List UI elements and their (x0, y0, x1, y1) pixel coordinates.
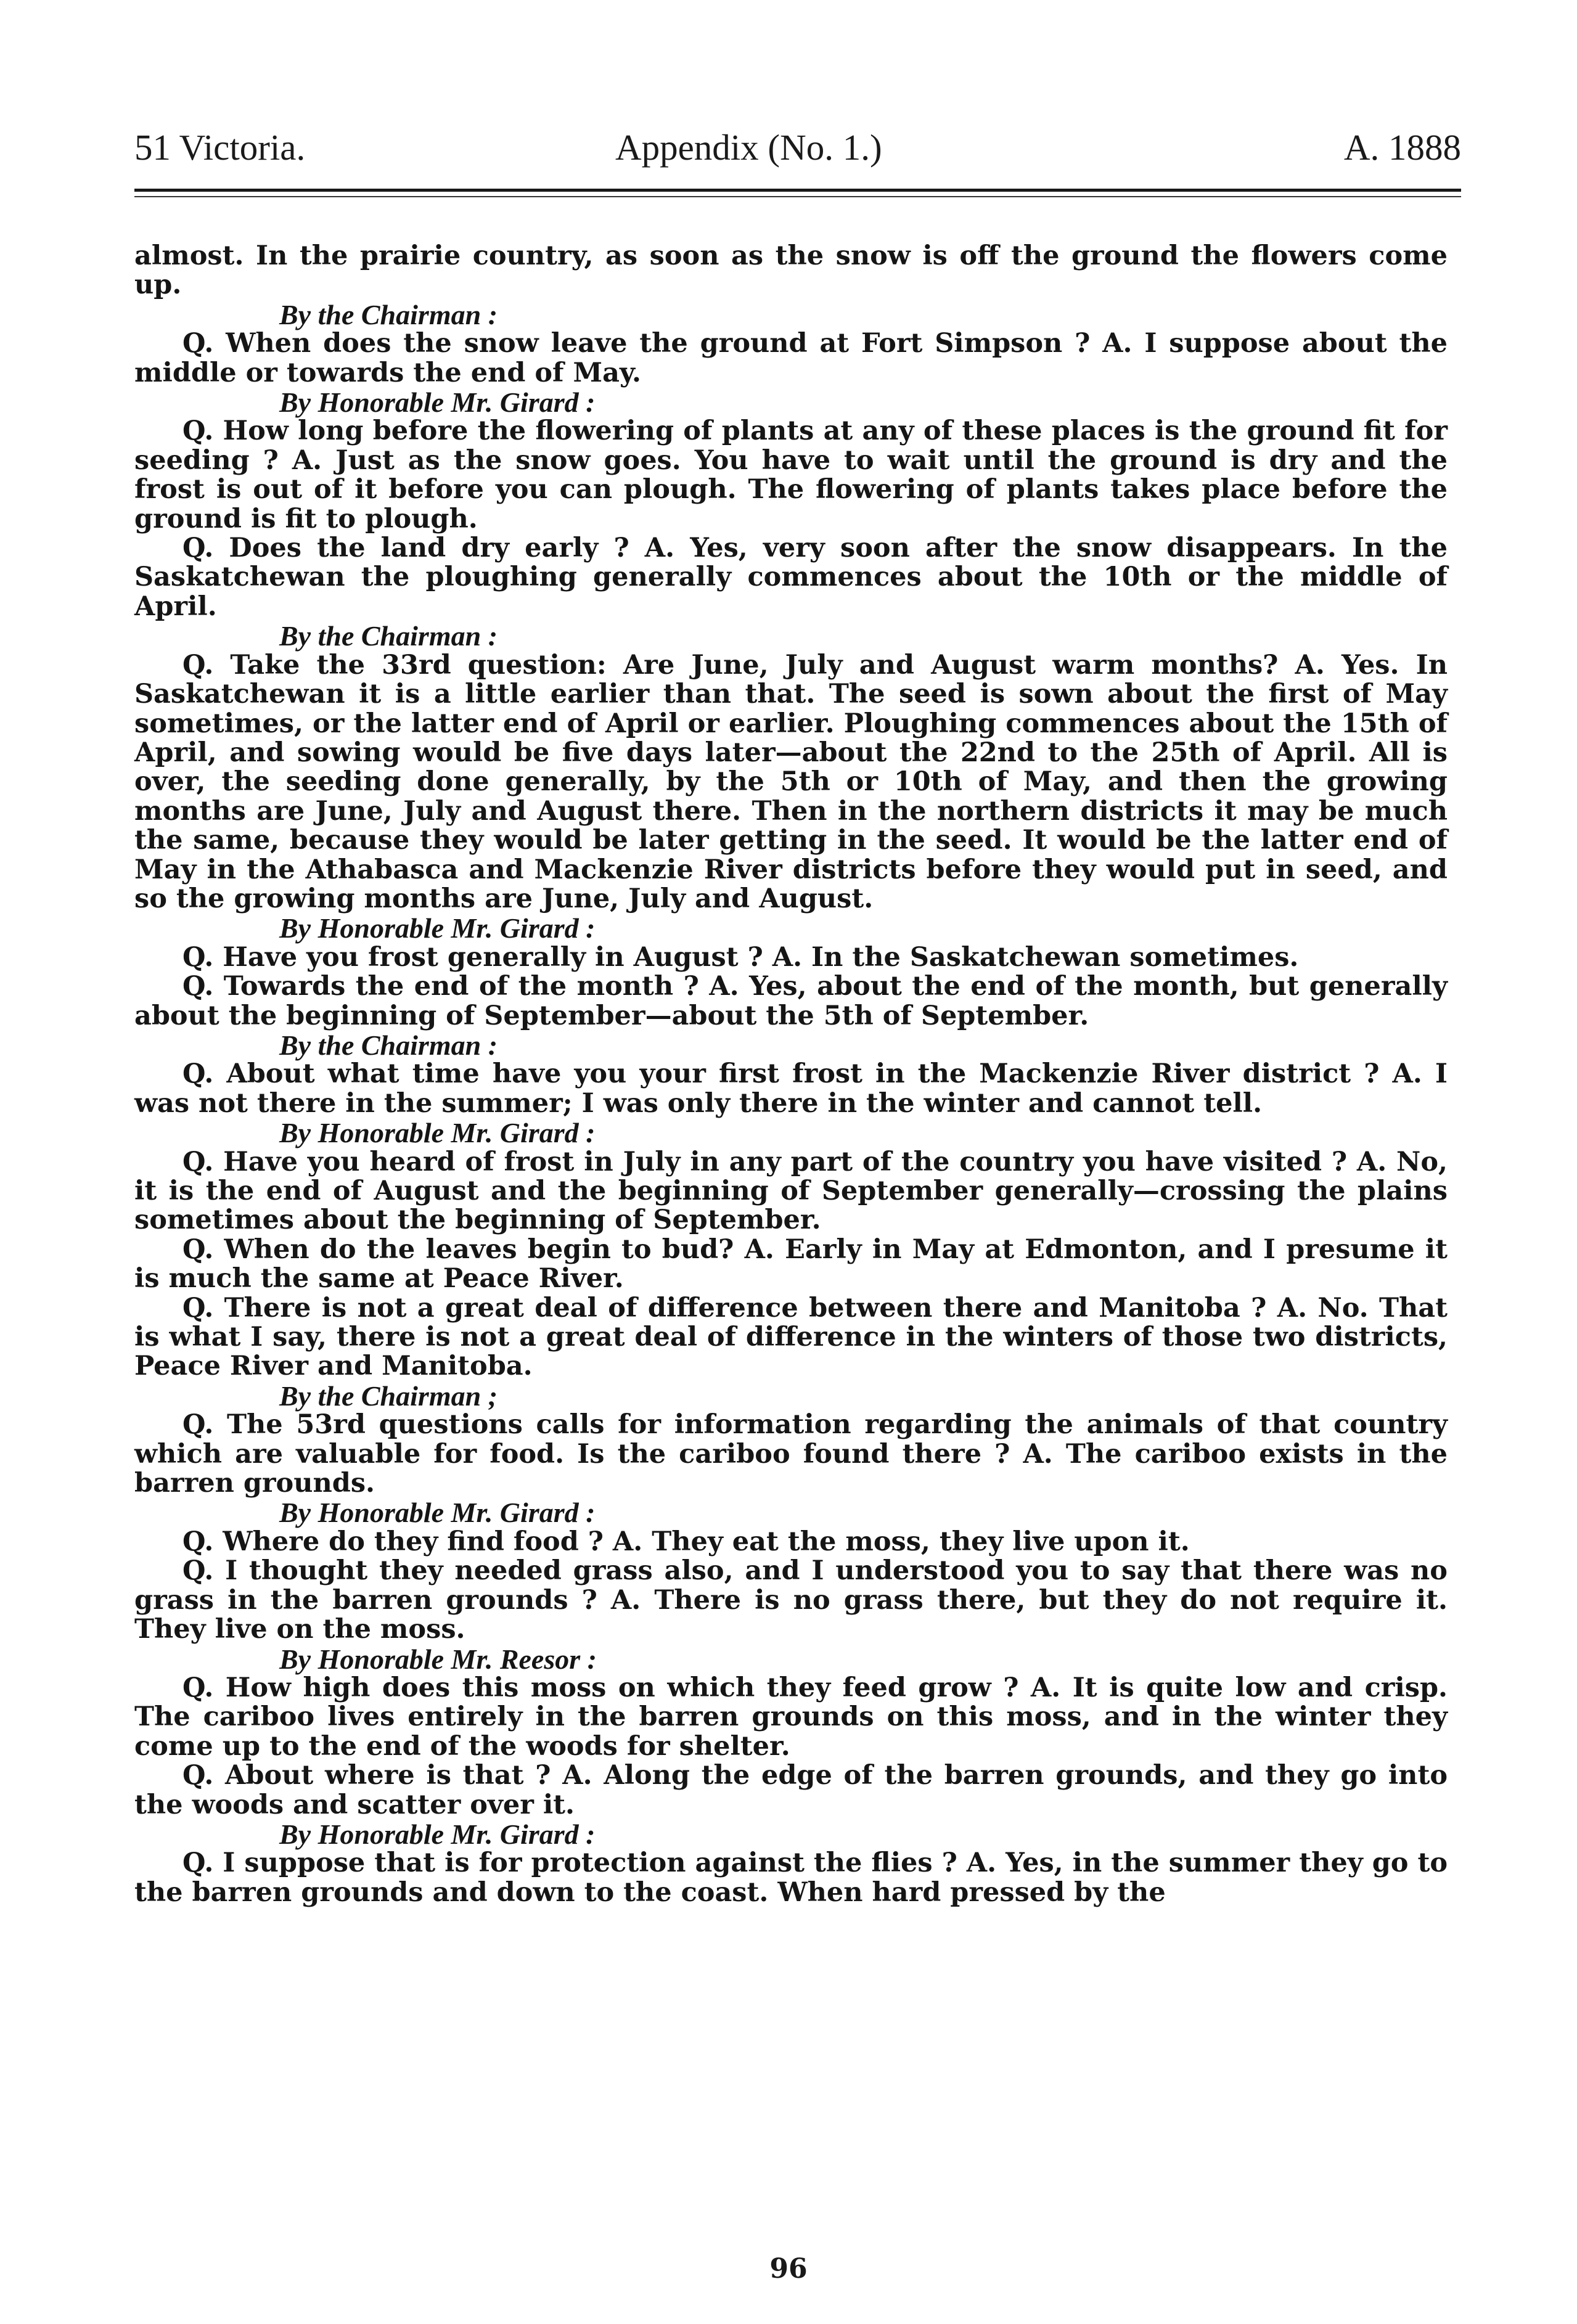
question-answer-paragraph: Q. Where do they find food ? A. They eat the moss, they live upon it. (182, 1526, 1190, 1557)
header-appendix: Appendix (No. 1.) (615, 127, 882, 168)
speaker-heading: By Honorable Mr. Girard : (279, 1117, 596, 1149)
question-answer-paragraph: Q. How long before the flowering of plants at any of these places is the ground fit for seeding ? A. Just as the snow goes. You have to wait until the ground is dry and the frost is out of it before you can plough. The flowering of plants takes place before the ground is fit to plough. (134, 415, 1448, 534)
question-answer-paragraph: Q. There is not a great deal of difference between there and Manitoba ? A. No. That is what I say, there is not a great deal of difference in the winters of those two districts, Peace River and Manitoba. (134, 1292, 1448, 1382)
question-answer-paragraph: Q. When do the leaves begin to bud? A. Early in May at Edmonton, and I presume it is much the same at Peace River. (134, 1234, 1448, 1295)
header-rule-thin (134, 196, 1461, 197)
question-answer-paragraph: Q. When does the snow leave the ground at Fort Simpson ? A. I suppose about the middle or towards the end of May. (134, 328, 1448, 388)
header-year: A. 1888 (1343, 127, 1461, 168)
header-rule-thick (134, 189, 1461, 192)
speaker-heading: By the Chairman : (279, 298, 498, 330)
speaker-heading: By the Chairman ; (279, 1380, 498, 1412)
speaker-heading: By Honorable Mr. Girard : (279, 387, 596, 419)
testimony-body (134, 242, 1448, 1907)
page-header (134, 126, 1461, 176)
question-answer-paragraph: Q. About where is that ? A. Along the edge of the barren grounds, and they go into the woods and scatter over it. (134, 1760, 1448, 1820)
question-answer-paragraph: Q. I thought they needed grass also, and I understood you to say that there was no grass in the barren grounds ? A. There is no grass there, but they do not require it. They live on the moss. (134, 1555, 1448, 1645)
speaker-heading: By Honorable Mr. Girard : (279, 912, 596, 944)
speaker-heading: By the Chairman : (279, 620, 498, 652)
speaker-heading: By Honorable Mr. Reesor : (279, 1643, 597, 1675)
question-answer-paragraph: Q. How high does this moss on which they feed grow ? A. It is quite low and crisp. The cariboo lives entirely in the barren grounds on this moss, and in the winter they come up to the end of the woods for shelter. (134, 1672, 1448, 1762)
continued-paragraph: almost. In the prairie country, as soon as the snow is off the ground the flowers come up. (134, 240, 1448, 301)
page-number: 96 (769, 2253, 808, 2285)
speaker-heading: By the Chairman : (279, 1029, 498, 1061)
question-answer-paragraph: Q. Does the land dry early ? A. Yes, very soon after the snow disappears. In the Saskatchewan the ploughing generally commences about the 10th or the middle of April. (134, 533, 1448, 622)
question-answer-paragraph: Q. Have you frost generally in August ? A. In the Saskatchewan sometimes. (182, 941, 1299, 973)
question-answer-paragraph: Q. About what time have you your first frost in the Mackenzie River district ? A. I was not there in the summer; I was only there in the winter and cannot tell. (134, 1058, 1448, 1119)
question-answer-paragraph: Q. Take the 33rd question: Are June, July and August warm months? A. Yes. In Saskatchewan it is a little earlier than that. The seed is sown about the first of May sometimes, or the latter end of April or earlier. Ploughing commences about the 15th of April, and sowing would be five days later—about the 22nd to the 25th of April. All is over, the seeding done generally, by the 5th or 10th of May, and then the growing months are June, July and August there. Then in the northern districts it may be much the same, because they would be later getting in the seed. It would be the latter end of May in the Athabasca and Mackenzie River districts before they would put in seed, and so the growing months are June, July and August. (134, 649, 1448, 914)
speaker-heading: By Honorable Mr. Girard : (279, 1818, 596, 1850)
question-answer-paragraph: Q. I suppose that is for protection against the flies ? A. Yes, in the summer they go to the barren grounds and down to the coast. When hard pressed by the (134, 1847, 1448, 1908)
question-answer-paragraph: Q. The 53rd questions calls for information regarding the animals of that country which are valuable for food. Is the cariboo found there ? A. The cariboo exists in the barren grounds. (134, 1409, 1448, 1499)
question-answer-paragraph: Q. Towards the end of the month ? A. Yes, about the end of the month, but generally about the beginning of September—about the 5th of September. (134, 971, 1448, 1031)
question-answer-paragraph: Q. Have you heard of frost in July in any part of the country you have visited ? A. No, it is the end of August and the beginning of September generally—crossing the plains sometimes about the beginning of September. (134, 1146, 1448, 1236)
speaker-heading: By Honorable Mr. Girard : (279, 1497, 596, 1529)
header-session: 51 Victoria. (134, 127, 306, 168)
